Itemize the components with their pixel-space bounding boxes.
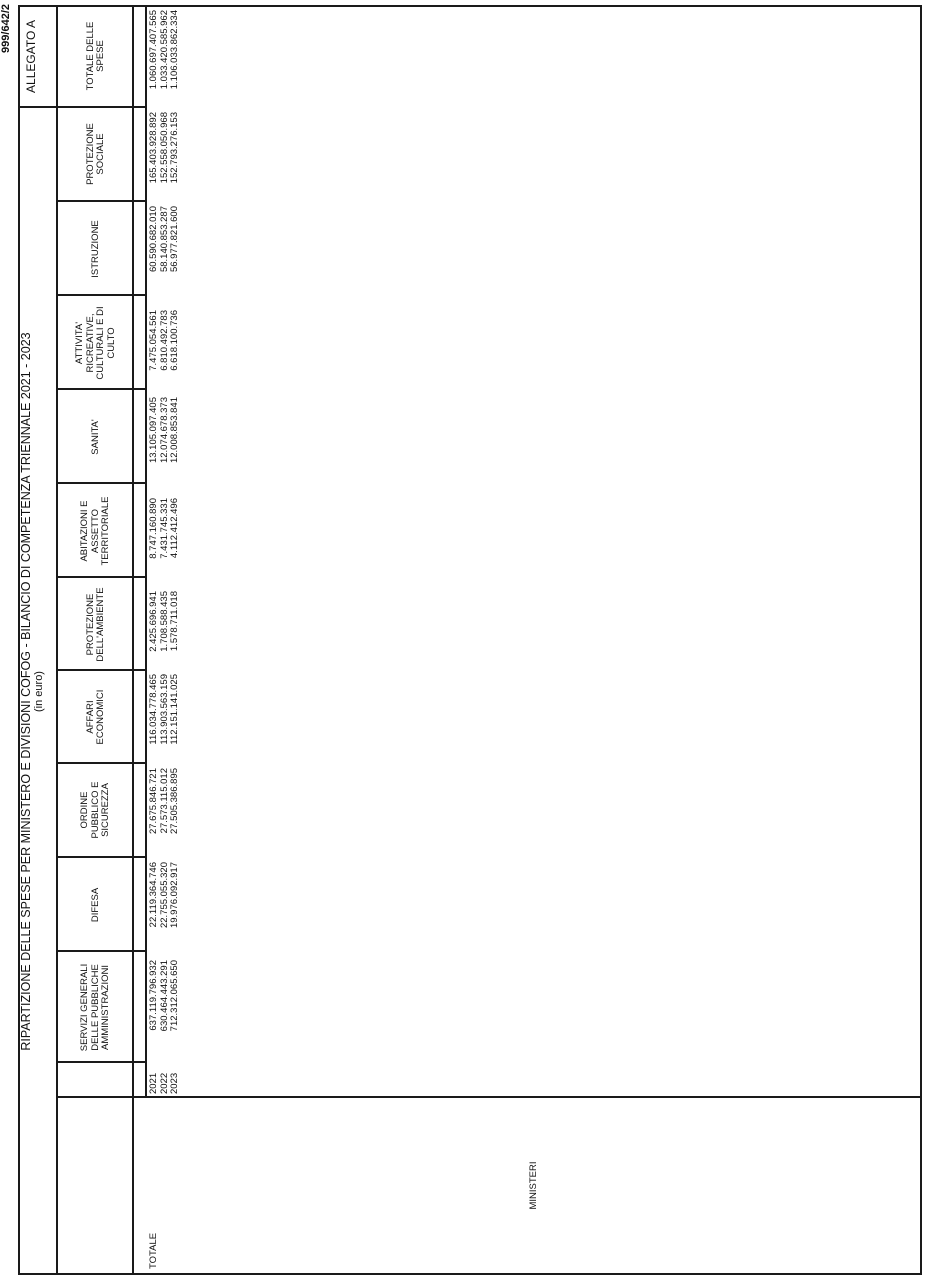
col-divider [56, 294, 146, 296]
value-2022: 113.903.563.159 [158, 674, 170, 745]
value-2021: 116.034.778.465 [148, 674, 159, 745]
value-2022: 6.810.492.783 [158, 310, 170, 371]
value-2023: 56.977.821.600 [169, 206, 180, 273]
value-2023: 712.312.065.650 [169, 960, 180, 1032]
value-2023: 19.976.092.917 [169, 862, 180, 929]
value-2021: 637.119.796.932 [148, 960, 159, 1031]
value-2023: 6.618.100.736 [169, 310, 180, 371]
value-2023: 152.793.276.153 [169, 112, 180, 184]
col-divider [56, 482, 146, 484]
title-text: RIPARTIZIONE DELLE SPESE PER MINISTERO E DIVISIONI COFOG - BILANCIO DI COMPETENZA TRIENNALE 2021 - 2023 [19, 332, 33, 1051]
cell-sanita [149, 397, 181, 482]
value-2023: 1.106.033.862.334 [169, 10, 180, 90]
col-divider [56, 576, 146, 578]
value-2022: 1.708.588.435 [158, 591, 170, 652]
header-sanita: SANITA' [89, 419, 101, 455]
row-label-totale: TOTALE [148, 1232, 159, 1269]
header-protezione-ambiente: PROTEZIONE DELL'AMBIENTE [84, 587, 106, 662]
attachment-label: ALLEGATO A [24, 20, 38, 93]
col-divider [56, 388, 146, 390]
header-ministeri: MINISTERI [527, 1161, 539, 1210]
header-difesa: DIFESA [89, 887, 101, 923]
value-2022: 152.558.050.968 [158, 112, 170, 184]
value-2022: 12.074.678.373 [158, 397, 170, 464]
value-2022: 7.431.745.331 [158, 498, 170, 559]
cell-istruzione [149, 206, 181, 294]
value-2021: 13.105.097.405 [148, 397, 159, 464]
col-divider [56, 950, 146, 952]
title-divider [56, 5, 58, 1275]
header-attivita-ricreative: ATTIVITA' RICREATIVE, CULTURALI E DI CULTO [74, 306, 117, 380]
value-2021: 1.060.697.407.565 [148, 10, 159, 90]
cell-attivita-ricreative [149, 310, 181, 388]
value-2021: 2.425.696.941 [148, 591, 159, 652]
value-2021: 22.119.364.746 [148, 862, 159, 928]
header-affari-economici: AFFARI ECONOMICI [84, 689, 106, 745]
col-divider [56, 1061, 146, 1063]
cell-ordine-pubblico [149, 768, 181, 856]
value-2023: 12.008.853.841 [169, 397, 180, 464]
header-protezione-sociale: PROTEZIONE SOCIALE [84, 123, 106, 185]
value-2023: 4.112.412.496 [169, 498, 180, 559]
value-2021: 60.590.682.010 [148, 206, 159, 273]
value-2022: 58.140.853.287 [158, 206, 170, 273]
year-2023: 2023 [169, 1072, 180, 1094]
year-2021: 2021 [148, 1072, 159, 1094]
value-2021: 7.475.054.561 [148, 310, 159, 371]
value-2023: 1.578.711.018 [169, 591, 180, 652]
value-2021: 8.747.160.890 [148, 498, 159, 559]
header-istruzione: ISTRUZIONE [89, 220, 101, 278]
value-2021: 165.403.928.892 [148, 112, 159, 184]
value-2022: 630.464.443.291 [158, 960, 170, 1032]
header-abitazioni: ABITAZIONI E ASSETTO TERRITORIALE [79, 496, 112, 566]
value-2023: 112.151.141.025 [169, 674, 180, 745]
cell-protezione-sociale [149, 112, 181, 200]
value-2022: 27.573.115.012 [158, 768, 170, 834]
col-divider [56, 762, 146, 764]
title-unit: (in euro) [33, 671, 45, 712]
header-totale-spese: TOTALE DELLE SPESE [84, 21, 106, 91]
cell-servizi-generali [149, 960, 181, 1061]
document-title [20, 108, 46, 1275]
document-code: 999/642/2 [0, 4, 12, 53]
header-servizi-generali: SERVIZI GENERALI DELLE PUBBLICHE AMMINISTRAZIONI [79, 963, 112, 1052]
subheader-divider [145, 5, 147, 1098]
value-2022: 22.755.055.320 [158, 862, 170, 929]
col-divider [56, 669, 146, 671]
cell-affari-economici [149, 674, 181, 762]
cell-difesa [149, 862, 181, 950]
value-2022: 1.033.420.585.962 [158, 10, 170, 90]
value-2023: 27.505.386.895 [169, 768, 180, 835]
col-divider [56, 200, 146, 202]
year-cell [149, 1073, 181, 1094]
year-2022: 2022 [158, 1072, 170, 1094]
value-2021: 27.675.846.721 [148, 768, 159, 835]
cell-totale-spese [149, 10, 181, 106]
cell-protezione-ambiente [149, 591, 181, 669]
cell-abitazioni [149, 498, 181, 576]
header-ordine-pubblico: ORDINE PUBBLICO E SICUREZZA [79, 781, 112, 839]
col-divider [56, 856, 146, 858]
